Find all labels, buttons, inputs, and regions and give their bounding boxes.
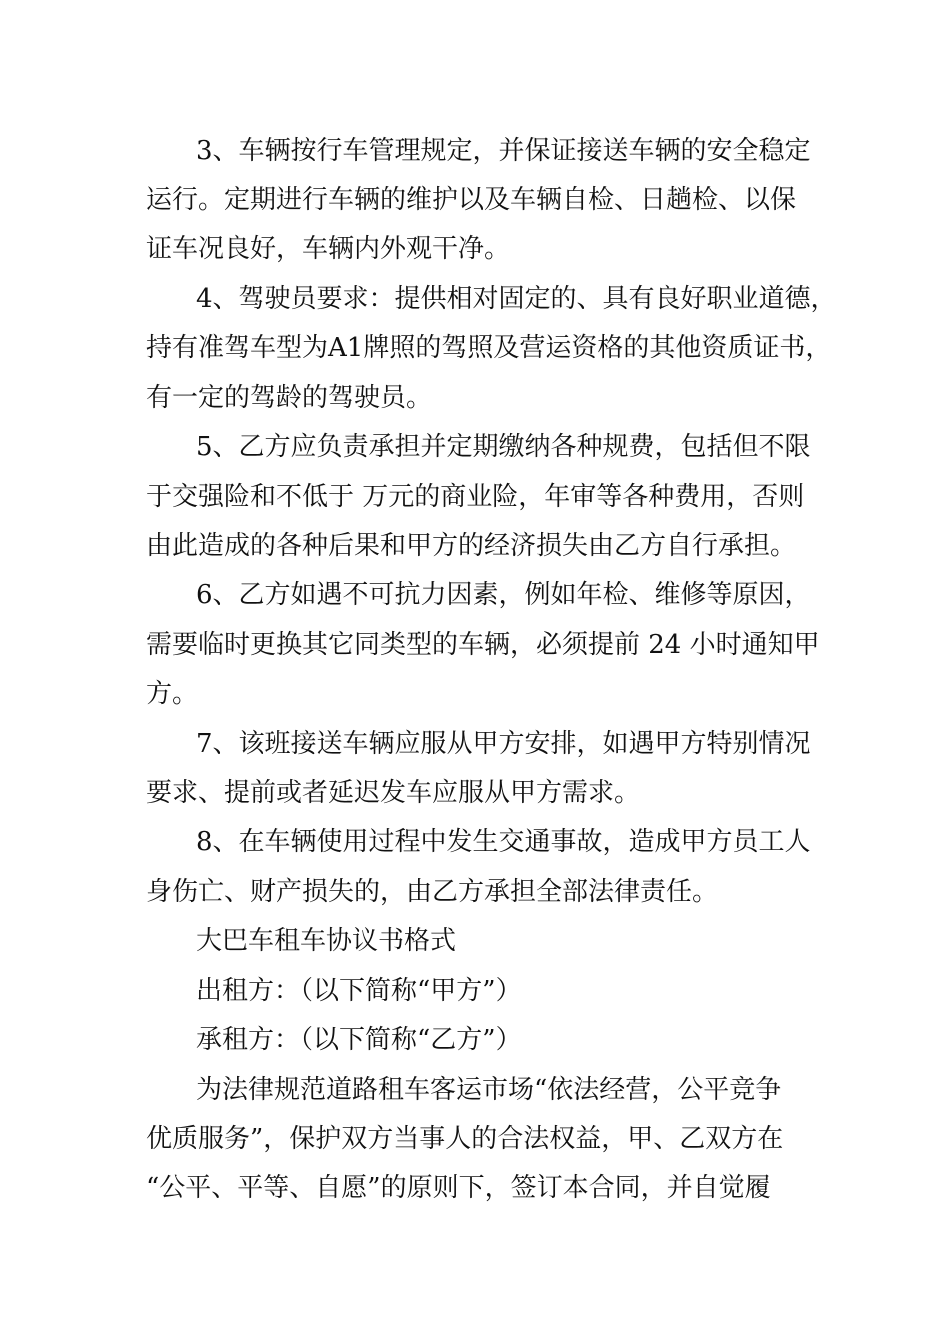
text-line: “公平、平等、自愿”的原则下，签订本合同，并自觉履 xyxy=(146,1173,771,1203)
section-heading: 大巴车租车协议书格式 xyxy=(196,926,457,956)
text-line: 证车况良好，车辆内外观干净。 xyxy=(146,234,511,264)
text-line: 6、乙方如遇不可抗力因素，例如年检、维修等原因， xyxy=(196,580,811,610)
text-line: 5、乙方应负责承担并定期缴纳各种规费，包括但不限 xyxy=(196,432,811,462)
text-line: 要求、提前或者延迟发车应服从甲方需求。 xyxy=(146,778,641,808)
text-line: 出租方：（以下简称“甲方”） xyxy=(196,976,522,1006)
text-line: 3、车辆按行车管理规定，并保证接送车辆的安全稳定 xyxy=(196,136,811,166)
text-line: 运行。定期进行车辆的维护以及车辆自检、日趟检、以保 xyxy=(146,185,797,215)
text-line: 于交强险和不低于 万元的商业险，年审等各种费用，否则 xyxy=(146,482,805,512)
text-line: 身伤亡、财产损失的，由乙方承担全部法律责任。 xyxy=(146,877,719,907)
text-line: 承租方：（以下简称“乙方”） xyxy=(196,1025,522,1055)
text-line: 优质服务”，保护双方当事人的合法权益，甲、乙双方在 xyxy=(146,1124,784,1154)
text-line: 4、驾驶员要求：提供相对固定的、具有良好职业道德， xyxy=(196,284,837,314)
text-line: 由此造成的各种后果和甲方的经济损失由乙方自行承担。 xyxy=(146,531,797,561)
text-line: 有一定的驾龄的驾驶员。 xyxy=(146,383,433,413)
text-line: 需要临时更换其它同类型的车辆，必须提前 24 小时通知甲 xyxy=(146,630,820,660)
text-line: 方。 xyxy=(146,679,199,709)
text-line: 8、在车辆使用过程中发生交通事故，造成甲方员工人 xyxy=(196,827,811,857)
text-line: 7、该班接送车辆应服从甲方安排，如遇甲方特别情况 xyxy=(196,729,811,759)
text-line: 持有准驾车型为A1牌照的驾照及营运资格的其他资质证书， xyxy=(146,333,832,363)
text-line: 为法律规范道路租车客运市场“依法经营，公平竞争 xyxy=(196,1075,782,1105)
